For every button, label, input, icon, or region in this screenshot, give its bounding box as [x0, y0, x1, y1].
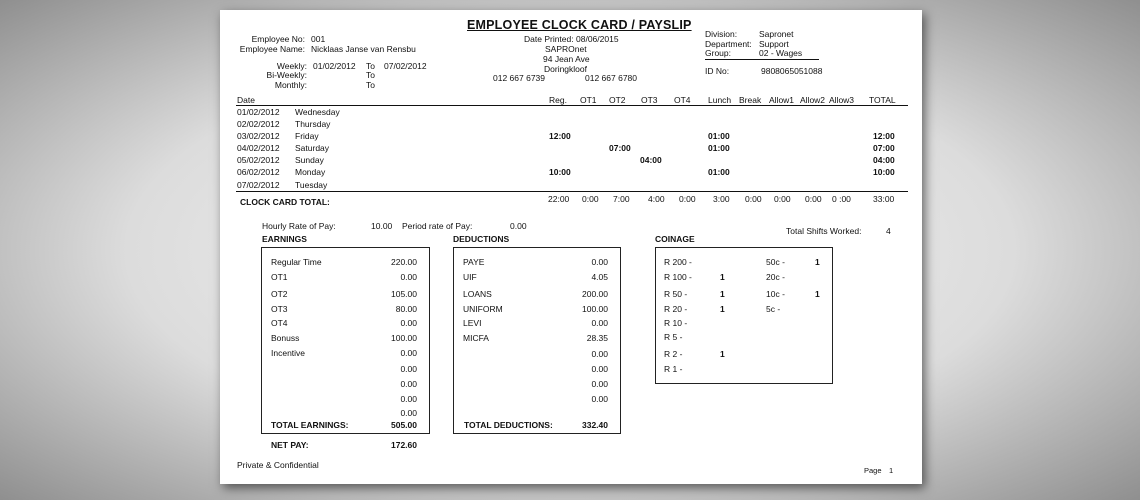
id-number: 9808065051088	[761, 66, 823, 76]
weekly-label: Weekly:	[276, 61, 307, 71]
org-underline	[705, 59, 819, 60]
earning-value: 0.00	[400, 408, 417, 418]
row-date: 04/02/2012	[237, 143, 280, 153]
col-reg: Reg.	[549, 95, 567, 105]
biweekly-label: Bi-Weekly:	[266, 70, 307, 80]
earning-label: OT3	[271, 304, 288, 314]
earning-value: 0.00	[400, 394, 417, 404]
hourly-rate-label: Hourly Rate of Pay:	[262, 221, 336, 231]
total-ot1: 0:00	[582, 194, 599, 204]
earning-value: 220.00	[391, 257, 417, 267]
deduction-value: 100.00	[582, 304, 608, 314]
total-total: 33:00	[873, 194, 895, 204]
employee-name: Nicklaas Janse van Rensbu	[311, 44, 416, 54]
deduction-value: 28.35	[586, 333, 608, 343]
earning-value: 105.00	[391, 289, 417, 299]
row-total: 07:00	[873, 143, 895, 153]
page-number: 1	[889, 466, 894, 475]
payslip-page	[220, 10, 922, 484]
col-ot1: OT1	[580, 95, 597, 105]
row-lunch: 01:00	[708, 167, 730, 177]
row-total: 12:00	[873, 131, 895, 141]
coin-label: 5c -	[766, 304, 781, 314]
earning-value: 100.00	[391, 333, 417, 343]
col-ot2: OT2	[609, 95, 626, 105]
earning-label: OT2	[271, 289, 288, 299]
deduction-value: 0.00	[591, 318, 608, 328]
header-rule	[236, 105, 908, 106]
employee-no-label: Employee No:	[251, 34, 305, 44]
deductions-heading: DEDUCTIONS	[453, 234, 510, 244]
row-day: Sunday	[295, 155, 324, 165]
row-day: Tuesday	[295, 180, 328, 190]
note-count: 1	[720, 304, 725, 314]
earning-label: OT4	[271, 318, 288, 328]
earning-label: Regular Time	[271, 257, 322, 267]
row-reg: 12:00	[549, 131, 571, 141]
deduction-label: UIF	[463, 272, 477, 282]
confidential-note: Private & Confidential	[237, 460, 319, 470]
deduction-value: 0.00	[591, 394, 608, 404]
note-label: R 20 -	[664, 304, 688, 314]
deduction-value: 200.00	[582, 289, 608, 299]
row-total: 04:00	[873, 155, 895, 165]
earning-value: 80.00	[395, 304, 417, 314]
deduction-value: 0.00	[591, 257, 608, 267]
note-label: R 1 -	[664, 364, 683, 374]
note-label: R 10 -	[664, 318, 688, 328]
row-lunch: 01:00	[708, 143, 730, 153]
company-address-2: Doringkloof	[544, 64, 587, 74]
note-count: 1	[720, 289, 725, 299]
note-label: R 50 -	[664, 289, 688, 299]
deduction-value: 0.00	[591, 349, 608, 359]
group: 02 - Wages	[759, 48, 803, 58]
row-ot2: 07:00	[609, 143, 631, 153]
coin-label: 20c -	[766, 272, 785, 282]
col-allow2: Allow2	[800, 95, 826, 105]
col-allow3: Allow3	[829, 95, 855, 105]
company-phone-2: 012 667 6780	[585, 73, 637, 83]
total-deductions: 332.40	[582, 420, 608, 430]
deduction-value: 0.00	[591, 379, 608, 389]
total-earnings-label: TOTAL EARNINGS:	[271, 420, 349, 430]
clock-card-total-label: CLOCK CARD TOTAL:	[240, 197, 330, 207]
row-date: 01/02/2012	[237, 107, 280, 117]
deduction-label: LOANS	[463, 289, 492, 299]
row-day: Wednesday	[295, 107, 340, 117]
earning-value: 0.00	[400, 348, 417, 358]
earning-value: 0.00	[400, 272, 417, 282]
row-ot3: 04:00	[640, 155, 662, 165]
earning-label: Incentive	[271, 348, 306, 358]
row-day: Thursday	[295, 119, 331, 129]
earning-value: 0.00	[400, 318, 417, 328]
row-reg: 10:00	[549, 167, 571, 177]
monthly-to-label: To	[366, 80, 375, 90]
total-lunch: 3:00	[713, 194, 730, 204]
total-ot3: 4:00	[648, 194, 665, 204]
period-rate: 0.00	[510, 221, 527, 231]
page-title: EMPLOYEE CLOCK CARD / PAYSLIP	[467, 18, 692, 32]
total-allow1: 0:00	[774, 194, 791, 204]
note-count: 1	[720, 272, 725, 282]
earning-label: Bonuss	[271, 333, 300, 343]
deduction-value: 4.05	[591, 272, 608, 282]
note-label: R 100 -	[664, 272, 692, 282]
shifts-worked: 4	[886, 226, 891, 236]
row-date: 05/02/2012	[237, 155, 280, 165]
row-date: 03/02/2012	[237, 131, 280, 141]
earning-label: OT1	[271, 272, 288, 282]
department: Support	[759, 39, 789, 49]
row-date: 02/02/2012	[237, 119, 280, 129]
employee-no: 001	[311, 34, 326, 44]
deduction-label: UNIFORM	[463, 304, 503, 314]
deduction-label: MICFA	[463, 333, 489, 343]
department-label: Department:	[705, 39, 752, 49]
col-allow1: Allow1	[769, 95, 795, 105]
group-label: Group:	[705, 48, 731, 58]
earning-value: 0.00	[400, 379, 417, 389]
note-label: R 2 -	[664, 349, 683, 359]
shifts-worked-label: Total Shifts Worked:	[786, 226, 862, 236]
monthly-label: Monthly:	[274, 80, 307, 90]
row-total: 10:00	[873, 167, 895, 177]
earnings-heading: EARNINGS	[262, 234, 307, 244]
coin-count: 1	[815, 257, 820, 267]
biweekly-to-label: To	[366, 70, 375, 80]
row-day: Monday	[295, 167, 326, 177]
col-ot4: OT4	[674, 95, 691, 105]
page-label: Page	[864, 466, 882, 475]
col-lunch: Lunch	[708, 95, 732, 105]
total-break: 0:00	[745, 194, 762, 204]
date-printed: 08/06/2015	[576, 34, 619, 44]
weekly-to: 07/02/2012	[384, 61, 427, 71]
company-name: SAPROnet	[545, 44, 587, 54]
deduction-label: LEVI	[463, 318, 482, 328]
col-break: Break	[739, 95, 762, 105]
employee-name-label: Employee Name:	[239, 44, 305, 54]
period-rate-label: Period rate of Pay:	[402, 221, 473, 231]
weekly-from: 01/02/2012	[313, 61, 356, 71]
col-total: TOTAL	[869, 95, 896, 105]
coin-label: 10c -	[766, 289, 785, 299]
total-earnings: 505.00	[391, 420, 417, 430]
total-ot2: 7:00	[613, 194, 630, 204]
row-date: 06/02/2012	[237, 167, 280, 177]
company-phone-1: 012 667 6739	[493, 73, 545, 83]
coinage-heading: COINAGE	[655, 234, 695, 244]
coin-count: 1	[815, 289, 820, 299]
net-pay-label: NET PAY:	[271, 440, 309, 450]
net-pay: 172.60	[391, 440, 417, 450]
total-deductions-label: TOTAL DEDUCTIONS:	[464, 420, 553, 430]
deduction-value: 0.00	[591, 364, 608, 374]
earning-value: 0.00	[400, 364, 417, 374]
col-ot3: OT3	[641, 95, 658, 105]
total-ot4: 0:00	[679, 194, 696, 204]
col-date: Date	[237, 95, 255, 105]
total-allow2: 0:00	[805, 194, 822, 204]
row-day: Saturday	[295, 143, 330, 153]
division: Sapronet	[759, 29, 794, 39]
total-reg: 22:00	[548, 194, 570, 204]
row-day: Friday	[295, 131, 319, 141]
note-label: R 5 -	[664, 332, 683, 342]
hourly-rate: 10.00	[371, 221, 393, 231]
totals-rule	[236, 191, 908, 192]
total-allow3: 0 :00	[832, 194, 851, 204]
id-label: ID No:	[705, 66, 730, 76]
weekly-to-label: To	[366, 61, 375, 71]
note-count: 1	[720, 349, 725, 359]
deduction-label: PAYE	[463, 257, 485, 267]
note-label: R 200 -	[664, 257, 692, 267]
coin-label: 50c -	[766, 257, 785, 267]
division-label: Division:	[705, 29, 738, 39]
date-printed-label: Date Printed:	[524, 34, 574, 44]
company-address-1: 94 Jean Ave	[543, 54, 590, 64]
row-date: 07/02/2012	[237, 180, 280, 190]
row-lunch: 01:00	[708, 131, 730, 141]
